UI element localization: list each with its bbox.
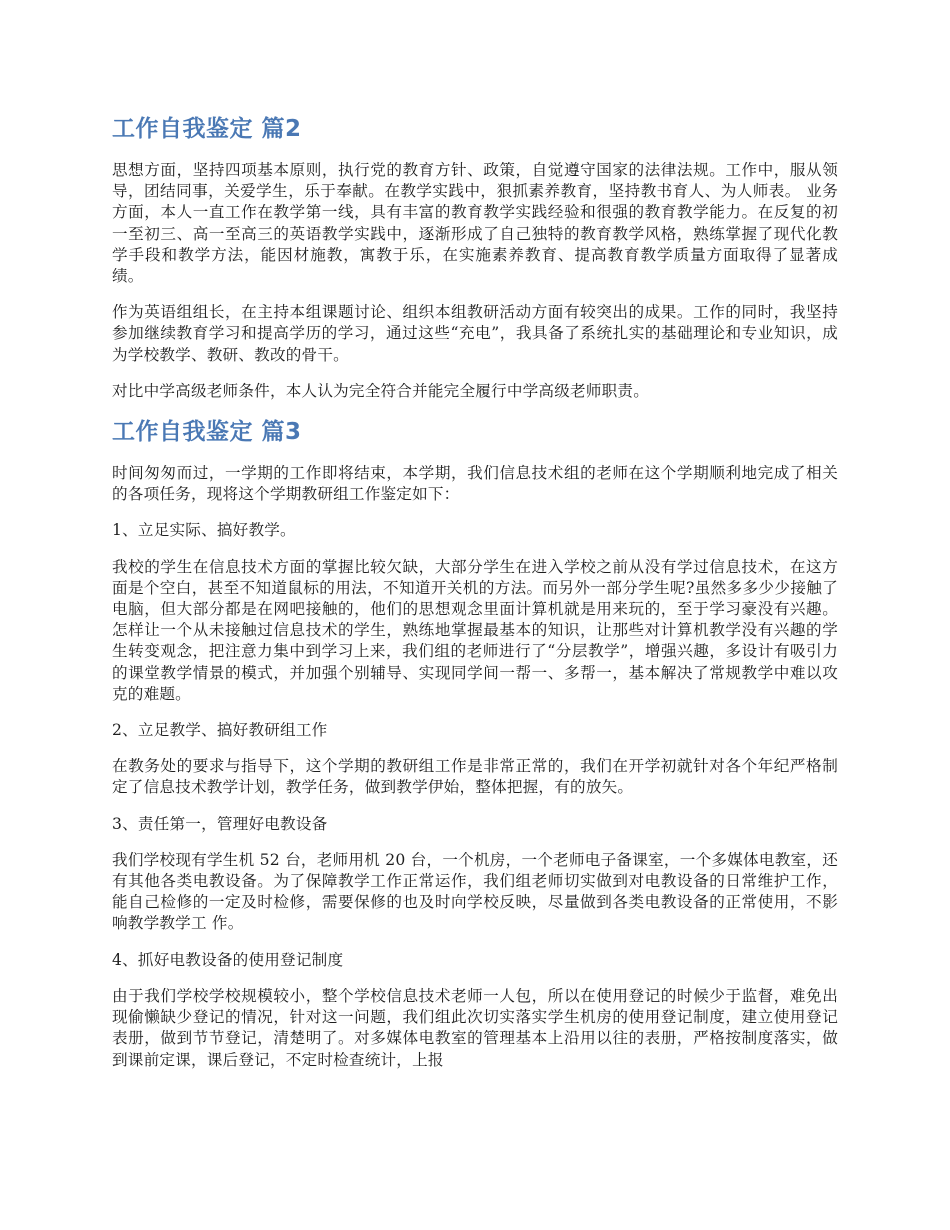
heading-item-4: 4、抓好电教设备的使用登记制度	[112, 950, 344, 969]
paragraph-item-2: 在教务处的要求与指导下，这个学期的教研组工作是非常正常的，我们在开学初就针对各个年纪严格制定了信息技术教学计划，教学任务，做到教学伊始，整体把握，有的放矢。	[112, 757, 838, 797]
heading-item-3: 3、责任第一，管理好电教设备	[112, 814, 328, 833]
paragraph-item-3: 我们学校现有学生机 52 台，老师用机 20 台，一个机房，一个老师电子备课室，一个多媒体电教室，还有其他各类电教设备。为了保障教学工作正常运作，我们组老师切实做到对电教设备的日常维护工作，能自己检修的一定及时检修，需要保修的也及时向学校反映，尽量做到各类电教设备的正常使用，不影响教学教学工 作。	[112, 850, 838, 933]
paragraph-item-4: 由于我们学校学校规模较小，整个学校信息技术老师一人包，所以在使用登记的时候少于监督，难免出现偷懒缺少登记的情况，针对这一问题，我们组此次切实落实学生机房的使用登记制度，建立使用登记表册，做到节节登记，清楚明了。对多媒体电教室的管理基本上沿用以往的表册，严格按制度落实，做到课前定课，课后登记，不定时检查统计，上报	[112, 986, 838, 1069]
paragraph-english-leader: 作为英语组组长，在主持本组课题讨论、组织本组教研活动方面有较突出的成果。工作的同时，我坚持参加继续教育学习和提高学历的学习，通过这些“充电”，我具备了系统扎实的基础理论和专业知识，成为学校教学、教研、教改的骨干。	[112, 303, 838, 364]
heading-item-2: 2、立足教学、搞好教研组工作	[112, 721, 328, 740]
heading-item-1: 1、立足实际、搞好教学。	[112, 521, 296, 540]
section-title-2: 工作自我鉴定 篇2	[112, 116, 302, 142]
paragraph-thought-work: 思想方面，坚持四项基本原则，执行党的教育方针、政策，自觉遵守国家的法律法规。工作中，服从领导，团结同事，关爱学生，乐于奉献。在教学实践中，狠抓素养教育，坚持教书育人、为人师表。 业务方面，本人一直工作在教学第一线，具有丰富的教育教学实践经验和很强的教育教学能力。在反复的初一至初三、高一至高三的英语教学实践中，逐渐形成了自己独特的教育教学风格，熟练掌握了现代化教学手段和教学方法，能因材施教，寓教于乐，在实施素养教育、提高教育教学质量方面取得了显著成绩。	[112, 161, 838, 286]
paragraph-item-1: 我校的学生在信息技术方面的掌握比较欠缺，大部分学生在进入学校之前从没有学过信息技术，在这方面是个空白，甚至不知道鼠标的用法，不知道开关机的方法。而另外一部分学生呢?虽然多多少少接触了电脑，但大部分都是在网吧接触的，他们的思想观念里面计算机就是用来玩的，至于学习豪没有兴趣。怎样让一个从未接触过信息技术的学生，熟练地掌握最基本的知识，让那些对计算机教学没有兴趣的学生转变观念，把注意力集中到学习上来，我们组的老师进行了“分层教学”，增强兴趣，多设计有吸引力的课堂教学情景的模式，并加强个别辅导、实现同学间一帮一、多帮一，基本解决了常规教学中难以攻克的难题。	[112, 557, 838, 703]
section-title-3: 工作自我鉴定 篇3	[112, 419, 302, 446]
paragraph-semester-intro: 时间匆匆而过，一学期的工作即将结束，本学期，我们信息技术组的老师在这个学期顺利地完成了相关的各项任务，现将这个学期教研组工作鉴定如下：	[112, 464, 838, 504]
paragraph-qualification: 对比中学高级老师条件，本人认为完全符合并能完全履行中学高级老师职责。	[112, 381, 649, 400]
